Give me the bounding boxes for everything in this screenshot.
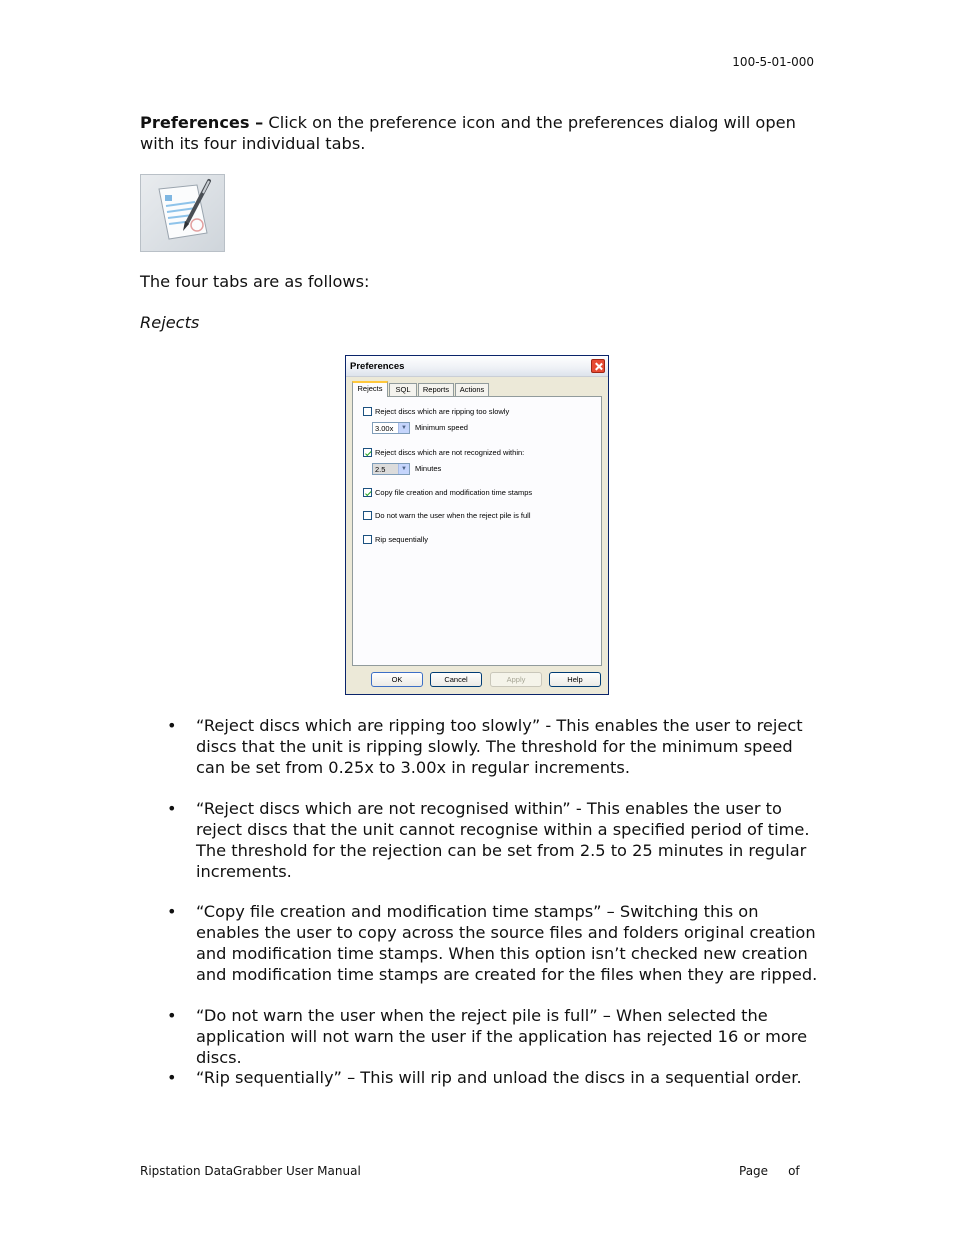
minimum-speed-select[interactable]	[372, 422, 410, 434]
footer-title: Ripstation DataGrabber User Manual	[140, 1164, 361, 1178]
section-heading-rejects: Rejects	[140, 313, 200, 332]
option-label: Copy file creation and modification time stamps	[375, 488, 533, 497]
minimum-speed-value: 3.00x	[375, 424, 394, 433]
cancel-button[interactable]: Cancel	[430, 672, 482, 687]
minutes-select[interactable]	[372, 463, 410, 475]
footer-page-label: Page	[739, 1164, 769, 1178]
tab-sql[interactable]: SQL	[389, 383, 417, 396]
rejects-panel	[352, 396, 602, 666]
bullet-item-reject-slow: • “Reject discs which are ripping too slowly” - This enables the user to reject discs that the unit is ripping slowly. The threshold for the minimum speed can be set from 0.25x to 3.00x in regular increments.	[196, 715, 821, 778]
footer-page-info	[739, 1164, 800, 1178]
tab-actions[interactable]: Actions	[455, 383, 489, 396]
chevron-down-icon[interactable]: ▼	[398, 423, 409, 433]
option-label: Reject discs which are ripping too slowly	[375, 407, 510, 416]
minutes-label: Minutes	[415, 464, 442, 473]
four-tabs-text: The four tabs are as follows:	[140, 272, 370, 291]
preferences-dialog	[345, 355, 609, 695]
intro-paragraph	[140, 112, 820, 154]
ok-button[interactable]: OK	[371, 672, 423, 687]
option-label: Do not warn the user when the reject pile is full	[375, 511, 531, 520]
chevron-down-icon[interactable]: ▼	[398, 464, 409, 474]
bullet-item-copy-timestamps: • “Copy file creation and modification time stamps” – Switching this on enables the user to copy across the source files and folders original creation and modification time stamps. When this option isn’t checked new creation and modification time stamps are created for the files when they are ripped.	[196, 901, 821, 985]
document-id: 100-5-01-000	[732, 55, 814, 69]
checkbox-rip-sequentially[interactable]	[363, 535, 372, 544]
checkbox-reject-unrecognized[interactable]	[363, 448, 372, 457]
apply-button[interactable]: Apply	[490, 672, 542, 687]
minutes-value: 2.5	[375, 465, 386, 474]
bullet-item-no-warn-full: • “Do not warn the user when the reject pile is full” – When selected the application will not warn the user if the application has rejected 16 or more discs.	[196, 1005, 821, 1068]
bullet-item-rip-sequentially: • “Rip sequentially” – This will rip and unload the discs in a sequential order.	[196, 1067, 821, 1088]
option-label: Reject discs which are not recognized within:	[375, 448, 525, 457]
checkbox-reject-slow[interactable]	[363, 407, 372, 416]
dialog-title-bar[interactable]	[346, 356, 608, 377]
footer-of-label: of	[788, 1164, 800, 1178]
dialog-title: Preferences	[350, 361, 405, 372]
minimum-speed-label: Minimum speed	[415, 423, 468, 432]
help-button[interactable]: Help	[549, 672, 601, 687]
bullet-item-reject-unrecognised: • “Reject discs which are not recognised within” - This enables the user to reject discs that the unit cannot recognise within a specified period of time. The threshold for the rejection can be set from 2.5 to 25 minutes in regular increments.	[196, 798, 821, 882]
checkbox-copy-timestamps[interactable]	[363, 488, 372, 497]
tab-rejects[interactable]: Rejects	[352, 381, 388, 397]
checkbox-no-warn-full[interactable]	[363, 511, 372, 520]
close-icon[interactable]	[591, 359, 605, 373]
preferences-document-pen-icon	[141, 175, 226, 253]
preferences-icon[interactable]	[140, 174, 225, 252]
intro-text: Click on the preference icon and the preferences dialog will open with its four individual tabs.	[140, 113, 796, 153]
tab-reports[interactable]: Reports	[418, 383, 454, 396]
option-label: Rip sequentially	[375, 535, 428, 544]
intro-lead: Preferences –	[140, 113, 264, 132]
